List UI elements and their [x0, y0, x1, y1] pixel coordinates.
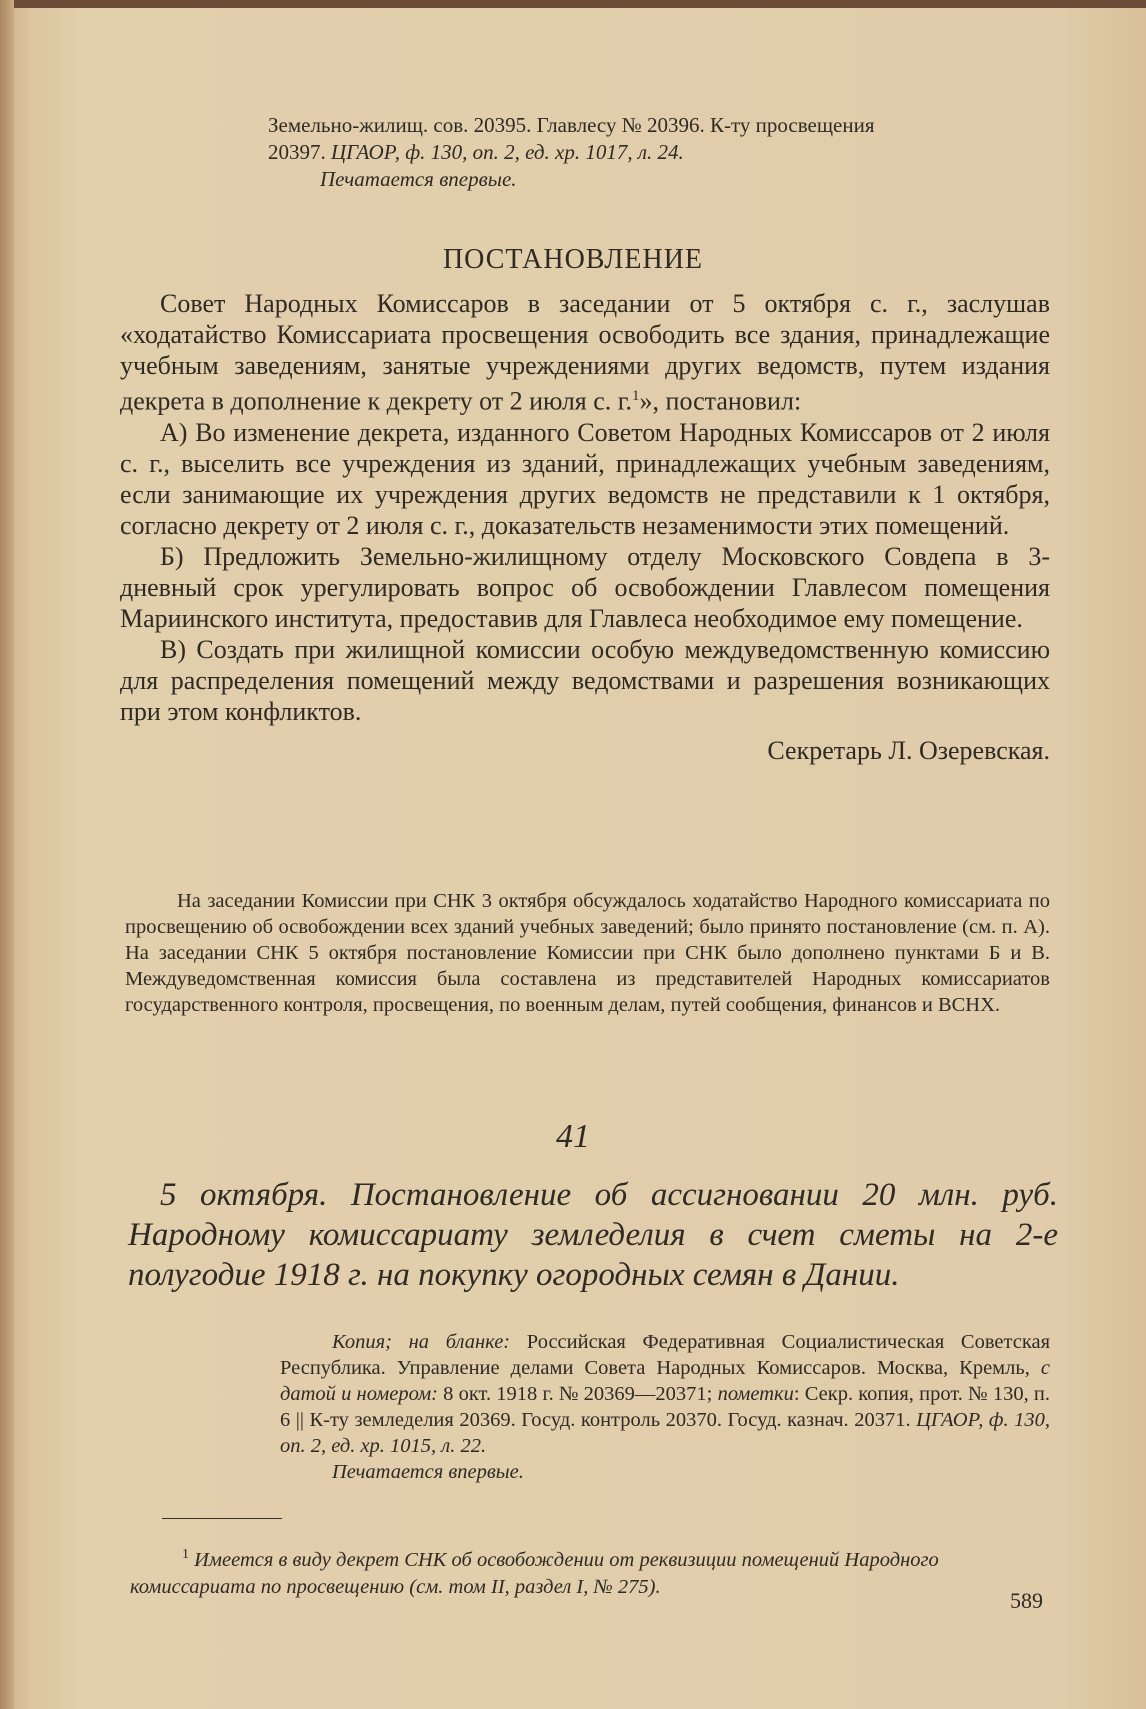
- section-heading: ПОСТАНОВЛЕНИЕ: [442, 244, 704, 275]
- editorial-note: [125, 888, 1050, 1018]
- document-metadata: [280, 1329, 1050, 1485]
- footnote-text: Имеется в виду декрет СНК об освобождении от реквизиции помещений Народного комиссариата по просвещению (см. том II, раздел I, № 275).: [130, 1548, 939, 1598]
- footnote-paragraph: [130, 1541, 1060, 1601]
- meta-text-3: : Секр. копия, прот. № 130, п. 6 || К-ту земледелия 20369. Госуд. контроль 20370. Госуд. казнач. 20371.: [280, 1383, 1050, 1431]
- meta-text-2: 8 окт. 1918 г. № 20369—20371;: [438, 1383, 718, 1405]
- meta-label-marks: пометки: [717, 1383, 794, 1405]
- footnote-mark: 1: [182, 1547, 189, 1562]
- clause-c: В) Создать при жилищной комиссии особую междуведомственную комиссию для распределения помещений между ведомствами и разрешения возникающих при этом конфликтов.: [120, 634, 1050, 726]
- meta-label-date: с датой и номером:: [280, 1357, 1050, 1405]
- intro-text: Совет Народных Комиссаров в заседании от 5 октября с. г., заслушав «ходатайство Комиссариата просвещения освободить все здания, принадлежащие учебным заведениям, занятые учреждениями других ведомств, путем издания декрета в дополнение к декрету от 2 июля с. г.: [120, 289, 1050, 416]
- resolution-intro: [120, 288, 1050, 417]
- document-number: 41: [556, 1118, 590, 1155]
- editorial-note-text: На заседании Комиссии при СНК 3 октября обсуждалось ходатайство Народного комиссариата по просвещению об освобождении всех зданий учебных заведений; было принято постановление (см. п. А). На заседании СНК 5 октября постановление Комиссии при СНК было дополнено пунктами Б и В. Междуведомственная комиссия была составлена из представителей Народных комиссариатов государственного контроля, просвещения, по военным делам, путей сообщения, финансов и ВСНХ.: [125, 890, 1050, 1016]
- footnote: [130, 1541, 1060, 1601]
- source-line-2-plain: 20397.: [268, 140, 326, 164]
- resolution-body: [120, 288, 1050, 766]
- clause-b: Б) Предложить Земельно-жилищному отделу Московского Совдепа в 3-дневный срок урегулировать вопрос об освобождении Главлесом помещения Мариинского института, предоставив для Главлеса необходимое ему помещение.: [120, 541, 1050, 633]
- meta-archive-ref: ЦГАОР, ф. 130, оп. 2, ед. хр. 1015, л. 22.: [280, 1409, 1050, 1457]
- clause-a: А) Во изменение декрета, изданного Советом Народных Комиссаров от 2 июля с. г., выселить все учреждения из зданий, принадлежащих учебным заведениям, если занимающие их учреждения других ведомств не представили к 1 октября, согласно декрету от 2 июля с. г., доказательств незаменимости этих помещений.: [120, 417, 1050, 540]
- intro-end: », постановил:: [639, 386, 802, 416]
- meta-label-copy: Копия; на бланке:: [332, 1331, 511, 1353]
- document-title-text: 5 октября. Постановление об ассигновании 20 млн. руб. Народному комиссариату земледелия в счет сметы на 2-е полугодие 1918 г. на покупку огородных семян в Дании.: [128, 1177, 1058, 1293]
- top-edge: [0, 0, 1146, 8]
- source-reference: [268, 112, 1048, 193]
- source-archive-ref: ЦГАОР, ф. 130, оп. 2, ед. хр. 1017, л. 24.: [331, 140, 684, 164]
- meta-publication-note: Печатается впервые.: [332, 1461, 524, 1483]
- secretary-signature: Секретарь Л. Озеревская.: [767, 735, 1050, 765]
- metadata-text: [280, 1329, 1050, 1459]
- source-line-1: Земельно-жилищ. сов. 20395. Главлесу № 20396. К-ту просвещения: [268, 113, 875, 137]
- source-publication-note: Печатается впервые.: [320, 167, 517, 191]
- page-number: 589: [1010, 1588, 1043, 1613]
- footnote-divider: [162, 1518, 282, 1519]
- footnote-ref: 1: [632, 388, 640, 404]
- document-title: [128, 1175, 1058, 1295]
- meta-text-1: Российская Федеративная Социалистическая Советская Республика. Управление делами Совета Народных Комиссаров. Москва, Кремль,: [280, 1331, 1050, 1379]
